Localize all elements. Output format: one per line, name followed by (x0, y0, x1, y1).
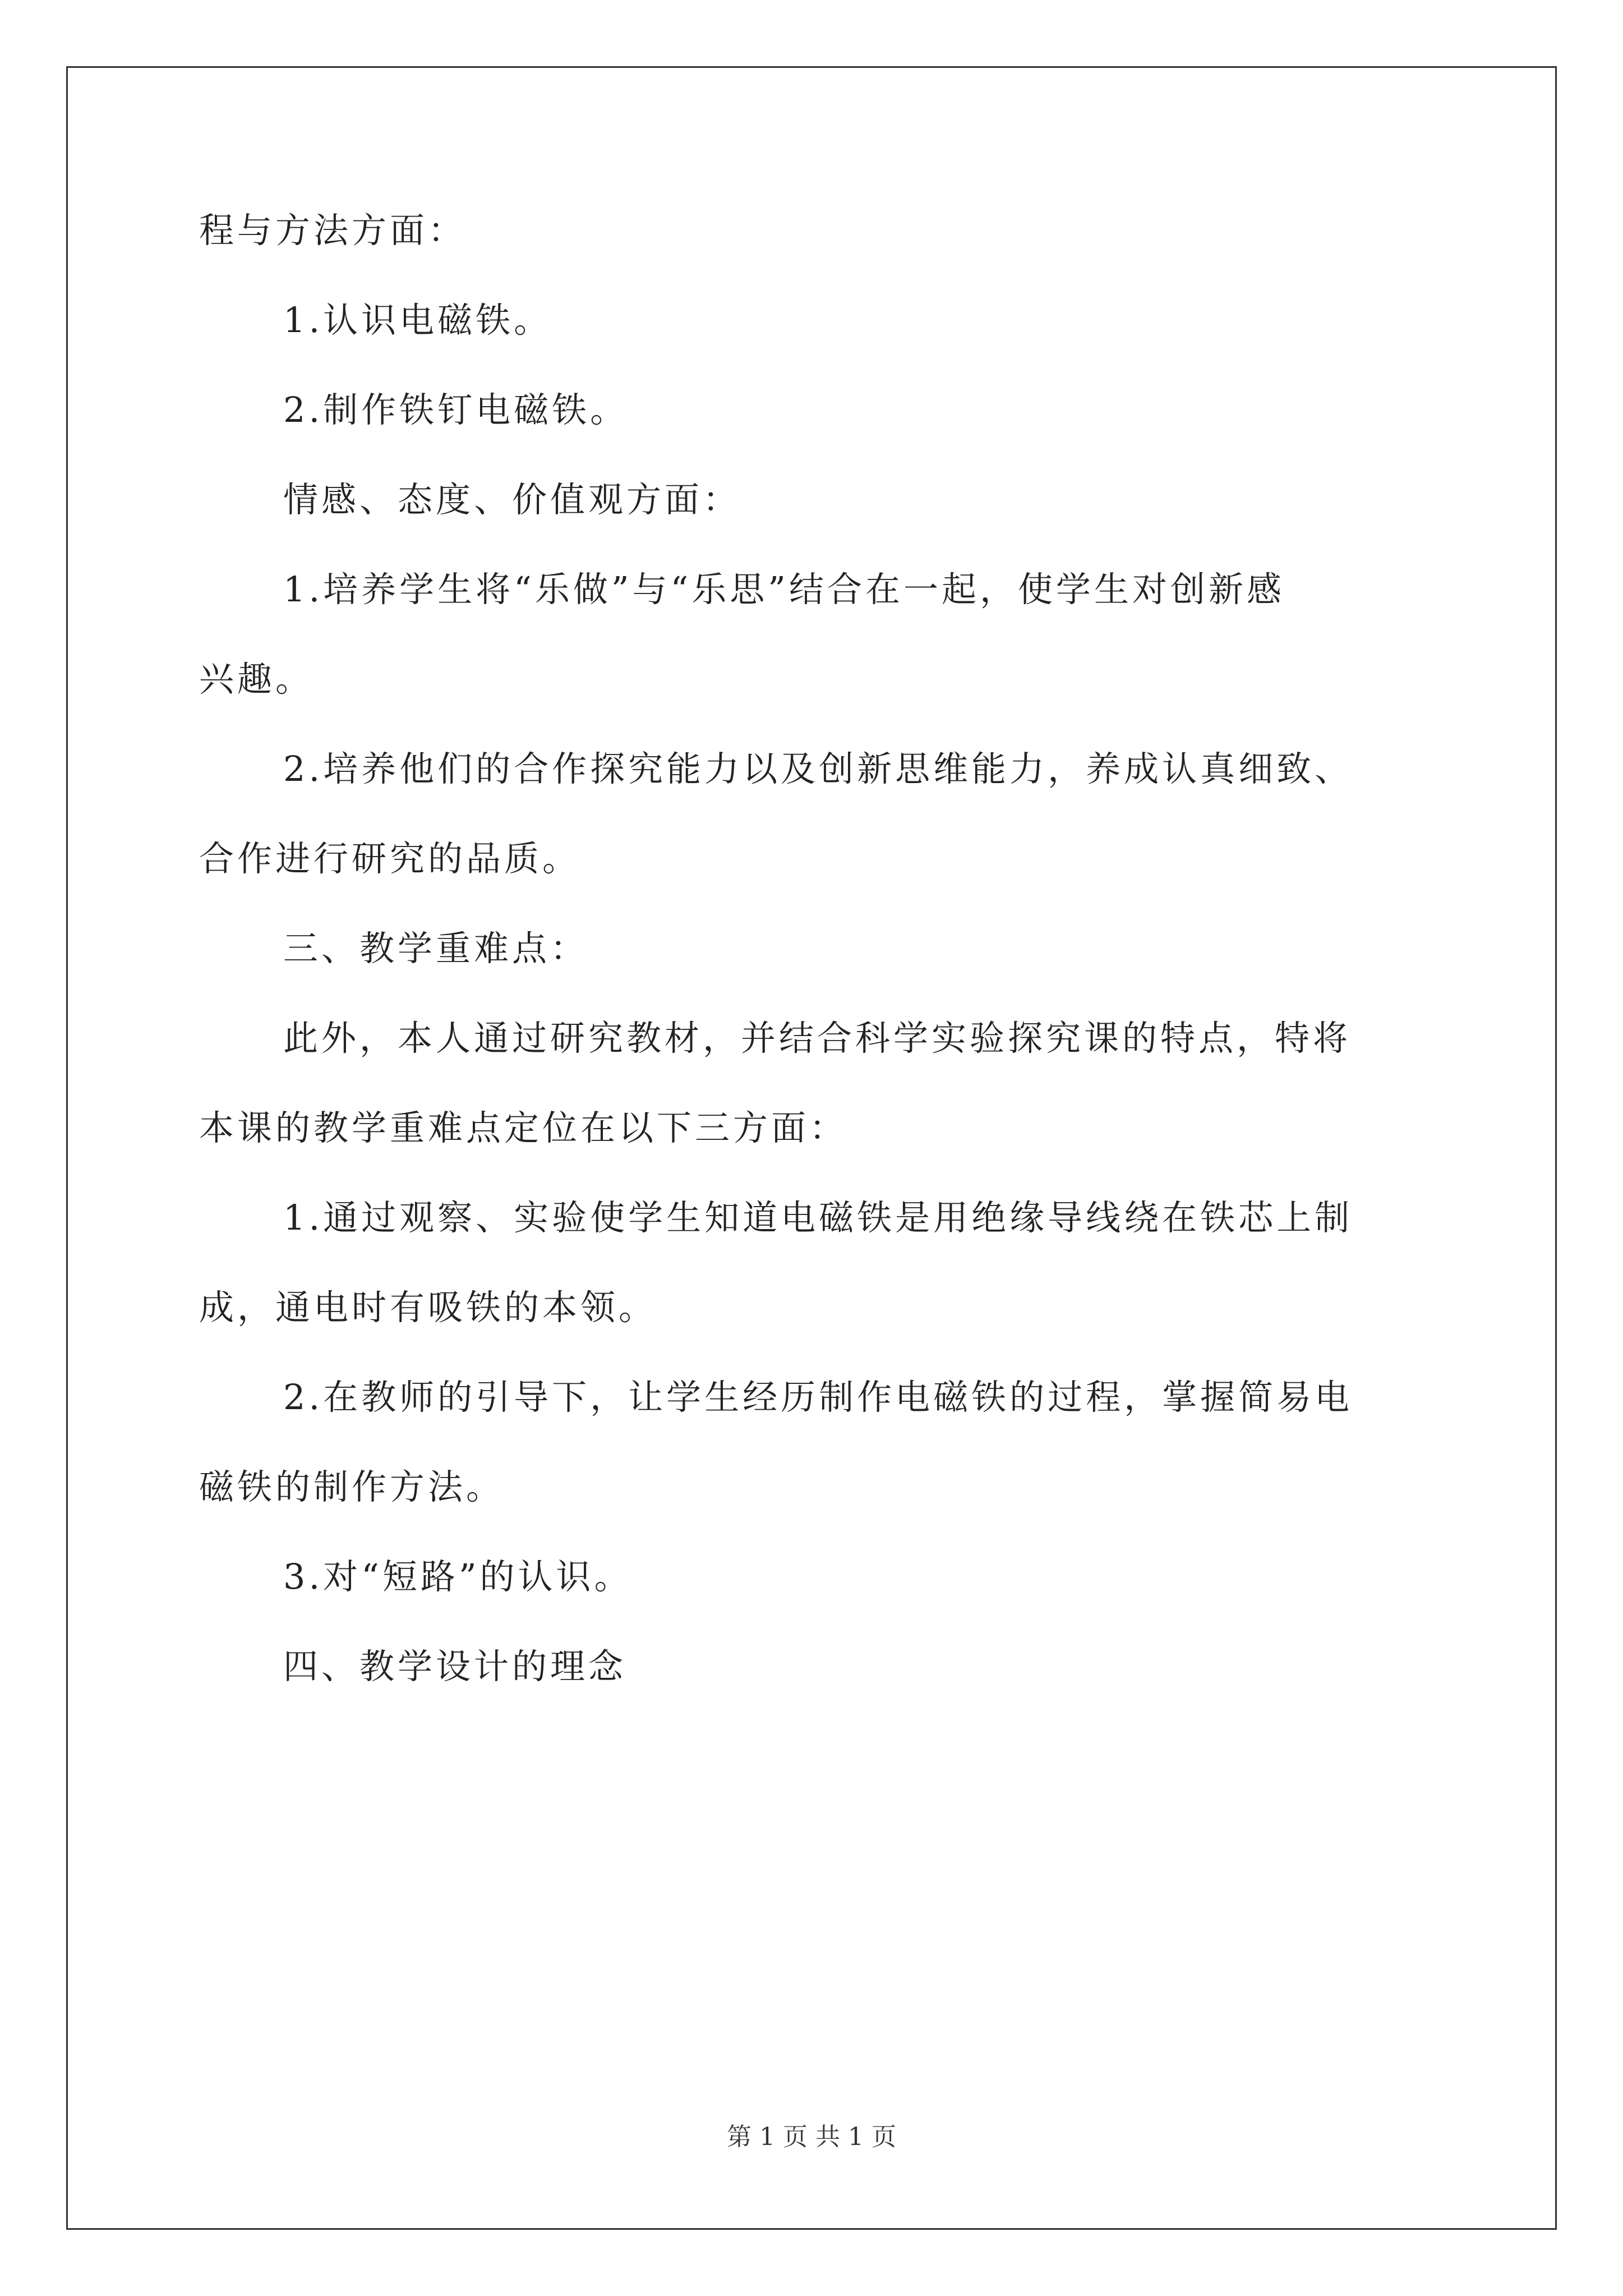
text-line: 1.通过观察、实验使学生知道电磁铁是用绝缘导线绕在铁芯上制 (283, 1197, 1353, 1238)
text-line: 三、教学重难点： (283, 928, 589, 969)
text-line: 1.培养学生将“乐做”与“乐思”结合在一起，使学生对创新感 (283, 569, 1285, 610)
page-number-footer: 第 1 页 共 1 页 (727, 2123, 896, 2151)
text-line: 情感、态度、价值观方面： (283, 479, 741, 520)
text-line: 兴趣。 (199, 659, 314, 700)
text-line: 2.制作铁钉电磁铁。 (283, 389, 629, 430)
text-line: 本课的教学重难点定位在以下三方面： (199, 1107, 848, 1148)
text-line: 2.在教师的引导下，让学生经历制作电磁铁的过程，掌握简易电 (283, 1377, 1353, 1418)
text-line: 四、教学设计的理念 (283, 1646, 627, 1687)
text-line: 1.认识电磁铁。 (283, 300, 552, 341)
text-line: 2.培养他们的合作探究能力以及创新思维能力，养成认真细致、 (283, 748, 1353, 789)
text-line: 3.对“短路”的认识。 (283, 1556, 633, 1597)
text-line: 合作进行研究的品质。 (199, 838, 581, 879)
text-line: 程与方法方面： (199, 210, 467, 251)
text-line: 成，通电时有吸铁的本领。 (199, 1287, 657, 1328)
text-line: 此外，本人通过研究教材，并结合科学实验探究课的特点，特将 (283, 1018, 1352, 1059)
text-line: 磁铁的制作方法。 (199, 1466, 505, 1507)
